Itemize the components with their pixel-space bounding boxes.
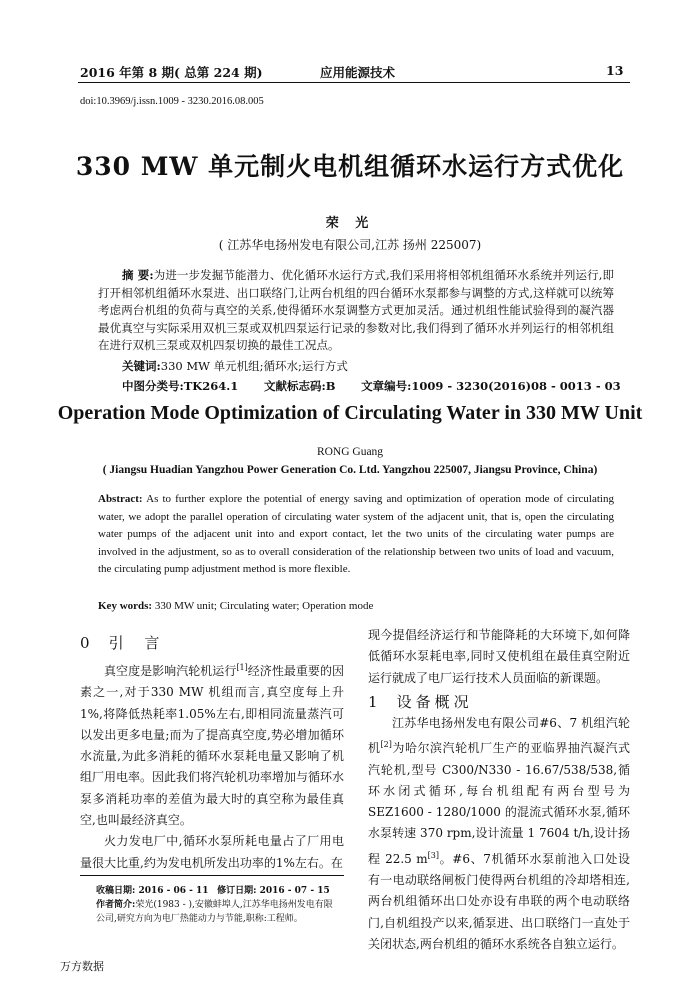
keywords-en — [98, 600, 373, 612]
doi: doi:10.3969/j.issn.1009 - 3230.2016.08.005 — [80, 96, 264, 107]
article-number: 文章编号:1009 - 3230(2016)08 - 0013 - 03 — [361, 379, 621, 393]
abstract-cn-label: 摘 要: — [122, 268, 154, 282]
keywords-en-text: 330 MW unit; Circulating water; Operation mode — [154, 600, 374, 612]
received-date: 收稿日期: 2016 - 06 - 11 — [96, 886, 209, 896]
section-1-number: 1 — [368, 693, 386, 711]
author-bio-label: 作者简介: — [96, 900, 136, 910]
affiliation-en: ( Jiangsu Huadian Yangzhou Power Generation Co. Ltd. Yangzhou 225007, Jiangsu Province, China) — [102, 464, 598, 476]
section-1-body — [368, 713, 630, 955]
document-code: 文献标志码:B — [263, 379, 336, 393]
abstract-cn-text: 为进一步发掘节能潜力、优化循环水运行方式,我们采用将相邻机组循环水系统并列运行,即打开相邻机组循环水泵进、出口联络门,让两台机组的四台循环水泵都参与调整的方式,这样就可以统筹考虑两台机组的负荷与真空的关系,使得循环水泵调整方式更加灵活。通过机组性能试验得到的凝汽器最优真空与实际采用双机三泵或双机四泵运行记录的参数对比,我们得到了循环水并列运行的相邻机组在进行双机三泵或双机四泵切换的最佳工况点。 — [98, 268, 615, 352]
header-rule — [78, 82, 630, 83]
author-cn: 荣 光 — [325, 216, 375, 231]
section-0-title: 引 言 — [108, 634, 168, 652]
author-bio: 荣光(1983 - ),安徽蚌埠人,江苏华电扬州发电有限公司,研究方向为电厂热能动力与节能,职称:工程师。 — [96, 900, 333, 924]
revised-date: 修订日期: 2016 - 07 - 15 — [217, 886, 330, 896]
page-number: 13 — [606, 63, 624, 78]
issue-info: 2016 年第 8 期( 总第 224 期) — [80, 65, 263, 80]
affiliation-cn: ( 江苏华电扬州发电有限公司,江苏 扬州 225007) — [218, 238, 482, 252]
clc-number: 中图分类号:TK264.1 — [122, 379, 239, 393]
keywords-en-label: Key words: — [98, 600, 153, 612]
abstract-en-label: Abstract: — [98, 493, 143, 505]
abstract-en-text: As to further explore the potential of energy saving and optimization of operation mode of circulating water, we adopt the parallel operation of circulating water system of the adjacent unit, that is, open the circulating water pumps of the adjacent unit into and export contact, let the two units of the circulating water pumps are involved in the adjustment, so as to overall consideration of the relationship between two units of load and vacuum, the circulating pump adjustment method is more flexible. — [98, 493, 614, 575]
title-en: Operation Mode Optimization of Circulating Water in 330 MW Unit — [57, 402, 643, 424]
section-1-paragraph-1: 江苏华电扬州发电有限公司#6、7 机组汽轮机[2]为哈尔滨汽轮机厂生产的亚临界抽汽凝汽式汽轮机,型号 C300/N330 - 16.67/538/538,循环水闭式循环,每台机组配有两台型号为 SEZ1600 - 1280/1000 的混流式循环水泵,循环水泵转速 370 rpm,设计流量 1 7604 t/h,设计扬程 22.5 m[3]。#6、7机循环水泵前池入口处设有一电动联络闸板门使得两台机组的冷却塔相连,两台机组循环出口处亦设有串联的两个电动联络门,自机组投产以来,循泵进、出口联络门一直处于关闭状态,两台机组的循环水系统各自独立运行。 — [368, 716, 631, 951]
section-0-paragraph-1: 真空度是影响汽轮机运行[1]经济性最重要的因素之一,对于330 MW 机组而言,真空度每上升1%,将降低热耗率1.05%左右,即相同流量蒸汽可以发出更多电量;而为了提高真空度,势必增加循环水流量,为此多消耗的循环水泵耗电量又影响了机组厂用电率。因此我们将汽轮机功率增加与循环水泵多消耗功率的差值为最大时的真空称为最佳真空,也叫最经济真空。 — [80, 663, 345, 828]
abstract-cn — [98, 267, 614, 355]
section-0-paragraph-2: 火力发电厂中,循环水泵所耗电量占了厂用电量很大比重,约为发电机所发出功率的1%左右。在 — [80, 834, 344, 870]
title-cn: 330 MW 单元制火电机组循环水运行方式优化 — [75, 152, 625, 181]
footnote — [96, 884, 336, 926]
keywords-cn — [122, 358, 348, 374]
left-column-body — [80, 657, 344, 874]
right-column-body — [368, 625, 630, 689]
reference-1: [1] — [236, 663, 248, 672]
section-0-number: 0 — [80, 634, 98, 652]
journal-name: 应用能源技术 — [320, 65, 396, 80]
author-en: RONG Guang — [316, 446, 384, 458]
abstract-en — [98, 491, 614, 579]
section-1-heading — [368, 691, 473, 712]
section-1-title: 设备概况 — [396, 693, 473, 711]
section-0-heading — [80, 632, 167, 653]
classification-cn — [122, 378, 643, 394]
intro-continuation: 现今提倡经济运行和节能降耗的大环境下,如何降低循环水泵耗电率,同时又使机组在最佳真空附近运行就成了电厂运行技术人员面临的新课题。 — [368, 628, 630, 685]
keywords-cn-label: 关键词: — [122, 359, 161, 373]
footnote-rule — [80, 875, 344, 876]
reference-3: [3] — [427, 850, 440, 860]
keywords-cn-text: 330 MW 单元机组;循环水;运行方式 — [160, 359, 348, 373]
reference-2: [2] — [380, 740, 392, 750]
watermark: 万方数据 — [60, 960, 104, 973]
